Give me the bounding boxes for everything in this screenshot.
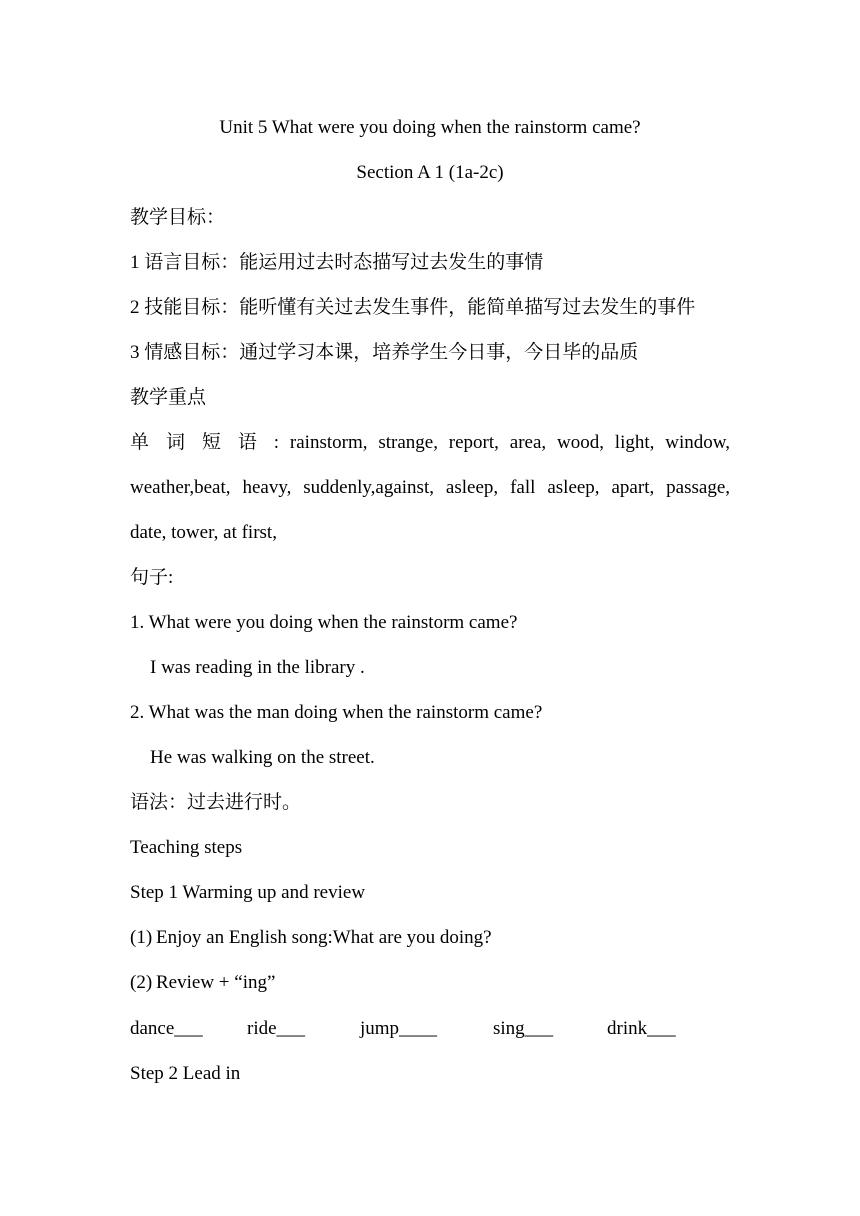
vocab-line-1: 单 词 短 语 : rainstorm, strange, report, area, wood, light, window,: [130, 432, 730, 453]
item-number: (2): [130, 972, 153, 993]
sentence-2-answer: He was walking on the street.: [150, 747, 375, 768]
item-number: (1): [130, 927, 153, 948]
item-text: Enjoy an English song:What are you doing?: [156, 927, 492, 948]
item-text: Review + “ing”: [156, 972, 276, 993]
step-1-heading: Step 1 Warming up and review: [130, 882, 366, 903]
step-2-heading: Step 2 Lead in: [130, 1063, 241, 1084]
exercise-word: jump____: [360, 1018, 438, 1039]
key-points-heading: 教学重点: [130, 387, 207, 408]
exercise-word: sing___: [493, 1018, 554, 1039]
ing-exercise-row: [0, 1017, 860, 1041]
grammar-line: 语法：过去进行时。: [130, 792, 302, 813]
sentences-heading: 句子:: [130, 567, 174, 588]
vocab-line-3: date, tower, at first,: [130, 522, 277, 543]
exercise-word: ride___: [247, 1018, 306, 1039]
sentence-1-answer: I was reading in the library .: [150, 657, 365, 678]
exercise-word: dance___: [130, 1018, 203, 1039]
objective-skill: 2 技能目标：能听懂有关过去发生事件，能简单描写过去发生的事件: [130, 297, 696, 318]
sentence-1-question: 1. What were you doing when the rainstorm came?: [130, 612, 518, 633]
exercise-word: drink___: [607, 1018, 676, 1039]
objective-emotion: 3 情感目标：通过学习本课，培养学生今日事，今日毕的品质: [130, 342, 639, 363]
document-subtitle: Section A 1 (1a-2c): [356, 162, 504, 183]
vocab-line-2: weather,beat, heavy, suddenly,against, asleep, fall asleep, apart, passage,: [130, 477, 730, 498]
sentence-2-question: 2. What was the man doing when the rainstorm came?: [130, 702, 543, 723]
step-1-item-2: [130, 971, 730, 995]
objective-language: 1 语言目标：能运用过去时态描写过去发生的事情: [130, 252, 544, 273]
step-1-item-1: [130, 926, 730, 950]
objectives-heading: 教学目标：: [130, 207, 226, 228]
document-title: Unit 5 What were you doing when the rainstorm came?: [219, 117, 641, 138]
teaching-steps-heading: Teaching steps: [130, 837, 243, 858]
